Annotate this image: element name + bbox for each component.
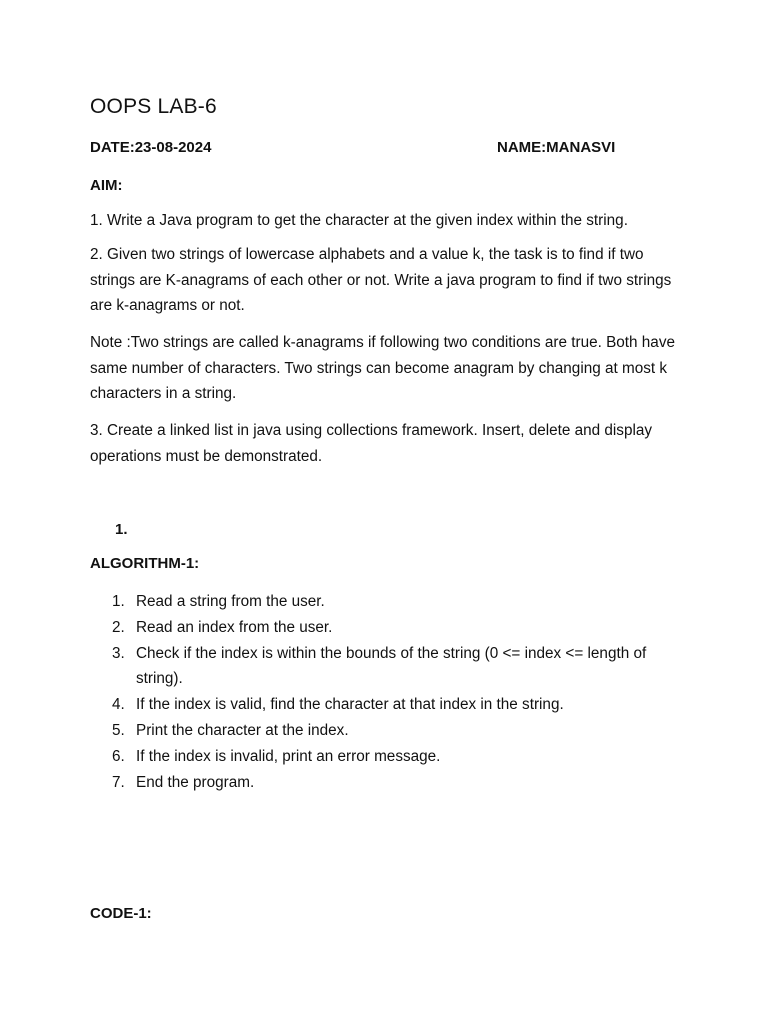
step-number: 4. [112, 696, 125, 714]
list-item [90, 744, 690, 770]
section-number: 1. [115, 521, 128, 538]
step-number: 2. [112, 618, 125, 636]
step-number: 6. [112, 747, 125, 765]
step-text: Read a string from the user. [136, 593, 325, 610]
list-item [90, 718, 690, 744]
step-number: 7. [112, 773, 125, 791]
algorithm-heading: ALGORITHM-1: [90, 555, 200, 572]
step-number: 5. [112, 721, 125, 739]
list-item [90, 770, 690, 796]
aim-item-1: 1. Write a Java program to get the character at the given index within the string. [90, 212, 628, 229]
step-text: If the index is valid, find the character at that index in the string. [136, 696, 564, 714]
aim-heading: AIM: [90, 177, 123, 194]
step-text: Check if the index is within the bounds of the string (0 <= index <= length of string). [136, 644, 647, 688]
document-title: OOPS LAB-6 [90, 95, 217, 118]
algorithm-steps-list [90, 589, 690, 795]
aim-item-3: 3. Create a linked list in java using collections framework. Insert, delete and display operations must be demonstrated. [90, 422, 653, 465]
step-text: End the program. [136, 773, 255, 791]
name-field: NAME:MANASVI [497, 139, 616, 156]
list-item [90, 692, 690, 718]
list-item [90, 615, 690, 641]
step-text: If the index is invalid, print an error message. [136, 747, 441, 765]
step-number: 1. [112, 593, 125, 610]
aim-item-2: 2. Given two strings of lowercase alphabets and a value k, the task is to find if two strings are K-anagrams of each other or not. Write a java program to find if two strings are k-anagrams or not. [90, 246, 672, 314]
date-field: DATE:23-08-2024 [90, 139, 212, 156]
step-text: Read an index from the user. [136, 618, 333, 636]
code-heading: CODE-1: [90, 905, 152, 922]
step-number: 3. [112, 644, 125, 662]
list-item [90, 641, 690, 693]
list-item [90, 589, 690, 615]
step-text: Print the character at the index. [136, 721, 349, 739]
aim-note: Note :Two strings are called k-anagrams if following two conditions are true. Both have same number of characters. Two strings can become anagram by changing at most k characters in a string. [90, 334, 675, 402]
